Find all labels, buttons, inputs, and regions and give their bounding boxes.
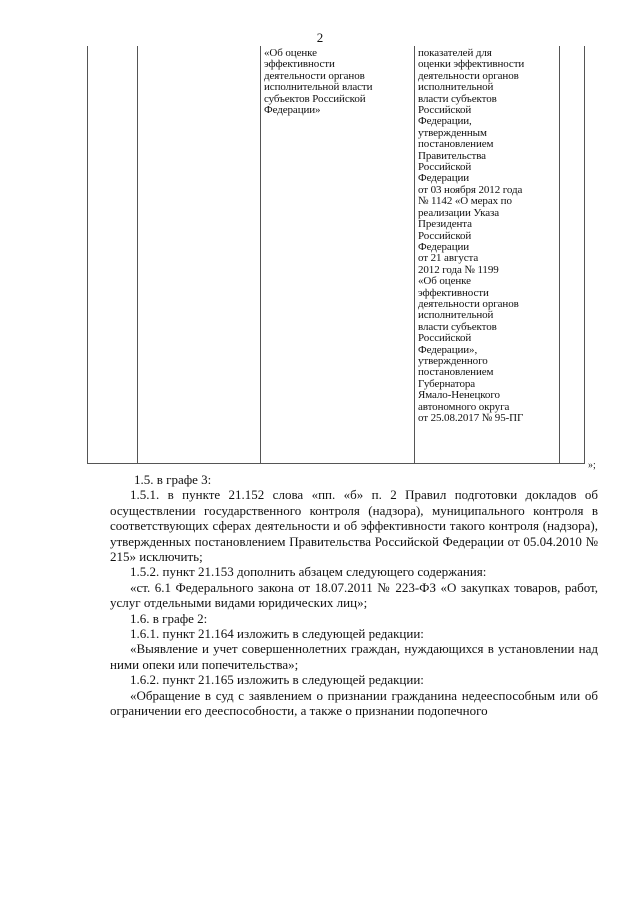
paragraph: «Выявление и учет совершеннолетних граждан, нуждающихся в установлении над ними опеки или попечительства»; <box>110 641 598 672</box>
cell-line: исполнительной <box>418 309 494 322</box>
table-column-divider <box>137 46 138 463</box>
cell-line: № 1142 «О мерах по <box>418 195 512 208</box>
cell-line: деятельности органов <box>264 69 365 82</box>
cell-line: автономного округа <box>418 400 510 413</box>
cell-line: постановлением <box>418 138 494 151</box>
paragraph: «Обращение в суд с заявлением о признании гражданина недееспособным или об ограничении его дееспособности, а также о признании подопечного <box>110 687 598 719</box>
paragraph: 1.6.2. пункт 21.165 изложить в следующей редакции: <box>130 672 424 688</box>
table-border-bottom <box>87 463 585 464</box>
cell-line: от 03 ноября 2012 года <box>418 183 523 196</box>
table-cell-requirements <box>418 48 556 424</box>
cell-line: Федерации» <box>264 104 321 117</box>
cell-line: «Об оценке <box>418 275 471 288</box>
cell-line: Российской <box>418 229 472 242</box>
cell-line: Федерации <box>418 240 470 253</box>
table-column-divider <box>260 46 261 463</box>
table-closing-quote: »; <box>588 460 596 471</box>
cell-line: постановлением <box>418 366 494 379</box>
document-body <box>110 472 598 719</box>
cell-line: Российской <box>418 104 472 117</box>
cell-line: эффективности <box>418 286 489 299</box>
cell-line: Федерации, <box>418 115 472 128</box>
paragraph: 1.5. в графе 3: <box>134 472 212 487</box>
cell-line: исполнительной <box>418 81 494 94</box>
cell-line: Ямало-Ненецкого <box>418 389 500 402</box>
paragraph: 1.5.2. пункт 21.153 дополнить абзацем следующего содержания: <box>130 564 487 580</box>
cell-line: реализации Указа <box>418 206 500 219</box>
cell-line: утвержденным <box>418 126 487 139</box>
page-number: 2 <box>316 30 324 45</box>
table-continuation <box>87 46 585 463</box>
cell-line: Российской <box>418 161 472 174</box>
cell-line: Президента <box>418 218 472 231</box>
cell-line: исполнительной власти <box>264 81 373 94</box>
cell-line: утвержденного <box>418 354 488 367</box>
cell-line: власти субъектов <box>418 92 497 105</box>
paragraph: «ст. 6.1 Федерального закона от 18.07.2011 № 223-ФЗ «О закупках товаров, работ, услуг отдельными видами юридических лиц»; <box>110 579 598 611</box>
cell-line: от 21 августа <box>418 252 479 265</box>
cell-line: деятельности органов <box>418 69 519 82</box>
cell-line: эффективности <box>264 58 335 71</box>
paragraph: 1.6.1. пункт 21.164 изложить в следующей редакции: <box>130 626 424 642</box>
cell-line: от 25.08.2017 № 95-ПГ <box>418 412 524 424</box>
cell-line: Губернатора <box>418 377 476 390</box>
table-column-divider <box>559 46 560 463</box>
cell-line: Федерации», <box>418 343 478 356</box>
table-border-left <box>87 46 88 463</box>
paragraph: 1.6. в графе 2: <box>130 610 208 626</box>
cell-line: деятельности органов <box>418 297 519 310</box>
table-column-divider <box>414 46 415 463</box>
cell-line: «Об оценке <box>264 47 317 59</box>
paragraph: 1.5.1. в пункте 21.152 слова «пп. «б» п. 2 Правил подготовки докладов об осуществлении государственного контроля (надзора), муниципального контроля в соответствующих сферах деятельности и об эффективности такого контроля (надзора), утвержденных постановлением Правительства Российской Федерации от 05.04.2010 № 215» исключить; <box>110 487 598 565</box>
cell-line: власти субъектов <box>418 320 497 333</box>
table-cell-act-name <box>264 48 407 116</box>
cell-line: Правительства <box>418 149 486 162</box>
cell-line: Федерации <box>418 172 470 185</box>
cell-line: субъектов Российской <box>264 92 366 105</box>
table-border-right <box>584 46 585 463</box>
cell-line: Российской <box>418 332 472 345</box>
cell-line: оценки эффективности <box>418 58 525 71</box>
cell-line: показателей для <box>418 47 492 59</box>
cell-line: 2012 года № 1199 <box>418 263 499 276</box>
